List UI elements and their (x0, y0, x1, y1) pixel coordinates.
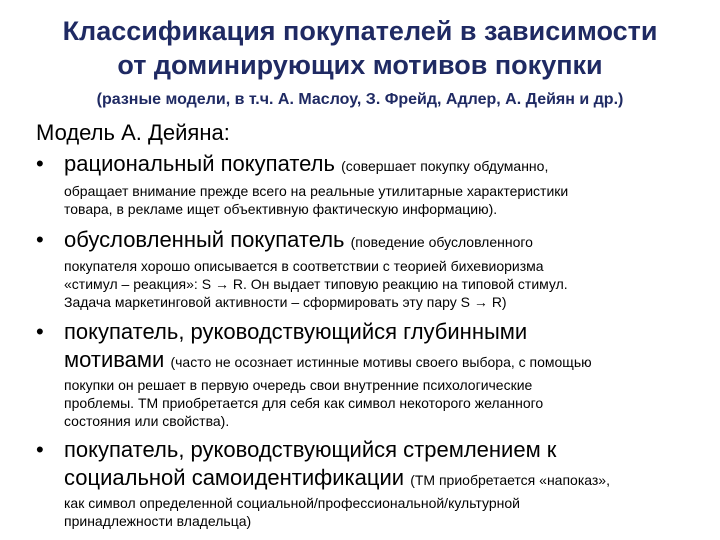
bullet-dot: • (36, 151, 44, 176)
bullet-inline-note: (совершает покупку обдуманно, (341, 158, 549, 174)
model-heading: Модель А. Дейяна: (36, 120, 230, 145)
arrow-right-icon: → (214, 276, 229, 292)
bullet-deep-motives-buyer (36, 318, 686, 376)
bullet-note-social-identity (64, 494, 694, 530)
note-line: проблемы. ТМ приобретается для себя как символ некоторого желанного (64, 395, 544, 411)
bullet-main-text: обусловленный покупатель (64, 227, 345, 252)
slide-title (0, 14, 720, 82)
bullet-main-text: социальной самоидентификации (64, 465, 405, 490)
bullet-inline-note: (поведение обусловленного (350, 234, 533, 250)
note-fragment: Задача маркетинговой активности – сформировать эту пару S (64, 294, 471, 310)
note-line: товара, в рекламе ищет объективную фактическую информацию). (64, 201, 498, 217)
bullet-note-conditioned (64, 257, 694, 311)
bullet-dot: • (36, 227, 44, 252)
bullet-note-deep-motives (64, 376, 694, 430)
bullet-main-text: покупатель, руководствующийся стремлением к (64, 437, 557, 462)
bullet-inline-note: (часто не осознает истинные мотивы своего выбора, с помощью (170, 354, 592, 370)
title-line-2: от доминирующих мотивов покупки (117, 50, 603, 80)
note-fragment: R. Он выдает типовую реакцию на типовой стимул. (232, 276, 568, 292)
slide-subtitle: (разные модели, в т.ч. А. Маслоу, З. Фрейд, Адлер, А. Дейян и др.) (96, 91, 624, 108)
title-line-1: Классификация покупателей в зависимости (62, 16, 658, 46)
bullet-main-text: покупатель, руководствующийся глубинными (64, 319, 528, 344)
bullet-rational-buyer (36, 150, 686, 180)
note-fragment: R) (491, 294, 507, 310)
bullet-inline-note: (ТМ приобретается «напоказ», (410, 472, 610, 488)
bullet-dot: • (36, 319, 44, 344)
note-line: как символ определенной социальной/профессиональной/культурной (64, 495, 520, 511)
note-line: обращает внимание прежде всего на реальные утилитарные характеристики (64, 183, 569, 199)
note-line (64, 293, 694, 311)
bullet-main-text: мотивами (64, 347, 165, 372)
note-line: принадлежности владельца) (64, 513, 252, 529)
bullet-note-rational (64, 182, 694, 218)
bullet-conditioned-buyer (36, 226, 686, 256)
note-line: покупки он решает в первую очередь свои внутренние психологические (64, 377, 533, 393)
bullet-main-text: рациональный покупатель (64, 151, 335, 176)
note-line (64, 275, 694, 293)
arrow-right-icon: → (473, 294, 488, 310)
bullet-social-identity-buyer (36, 436, 686, 494)
note-line: покупателя хорошо описывается в соответствии с теорией бихевиоризма (64, 258, 544, 274)
note-fragment: «стимул – реакция»: S (64, 276, 212, 292)
note-line: состояния или свойства). (64, 413, 230, 429)
bullet-dot: • (36, 437, 44, 462)
